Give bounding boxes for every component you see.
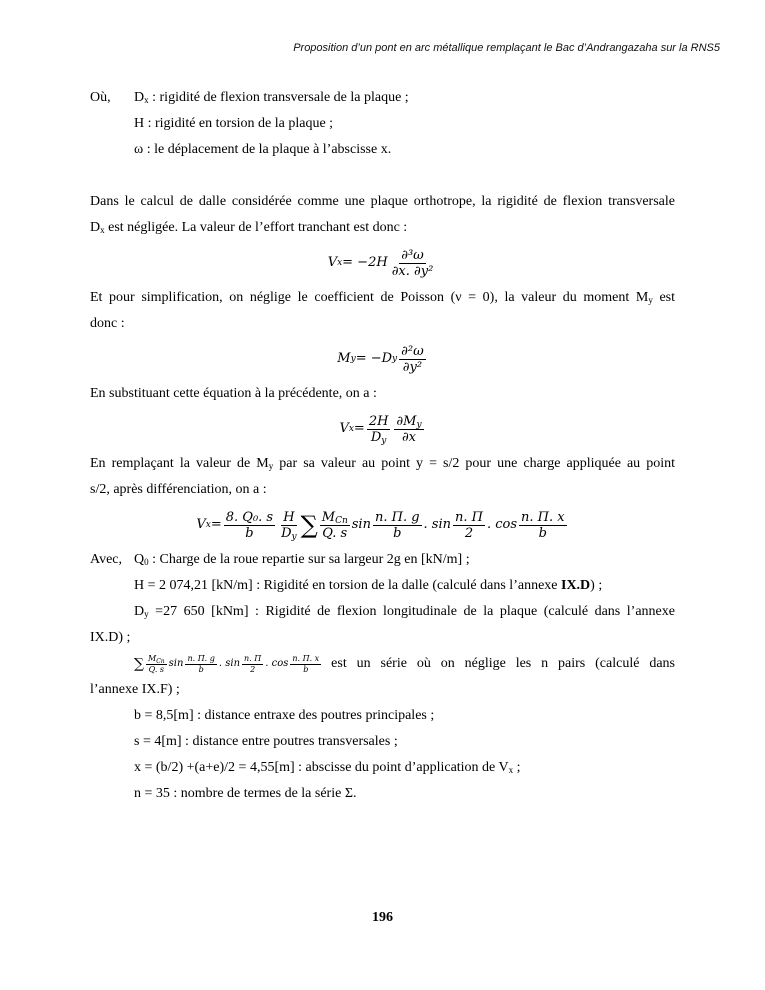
sub: x: [100, 225, 105, 235]
page-body: [90, 85, 675, 807]
text: =27 650 [kNm] : Rigidité de flexion longitudinale de la plaque (calculé dans l’annexe: [148, 604, 675, 619]
text: x = (b/2) +(a+e)/2 = 4,55[m] : abscisse du point d’application de V: [134, 760, 509, 775]
fraction: [394, 414, 423, 445]
eq-var: M: [337, 351, 351, 366]
numerator: [146, 654, 167, 665]
numerator: n. Π. x: [292, 653, 320, 663]
sub: x: [508, 765, 514, 775]
para3: En substituant cette équation à la précédente, on a :: [90, 386, 377, 401]
fraction: [399, 344, 426, 375]
fraction: [519, 510, 567, 541]
def-omega: ω : le déplacement de la plaque à l’abscisse x.: [134, 142, 392, 157]
para1-line1: Dans le calcul de dalle considérée comme une plaque orthotrope, la rigidité de flexion transversale: [90, 194, 675, 209]
text: D: [134, 604, 145, 619]
denominator: [369, 430, 389, 445]
fraction: [290, 654, 321, 675]
eq-text: =: [210, 517, 222, 532]
text: Et pour simplification, on néglige le coefficient de Poisson (ν = 0), la valeur du moment M: [90, 290, 649, 305]
eq-text: =: [353, 421, 365, 436]
sum-symbol: ∑: [300, 511, 318, 539]
dx-symbol: D: [134, 90, 145, 105]
avec-dy-cont: IX.D) ;: [90, 630, 131, 645]
numerator: ∂³ω: [401, 247, 424, 263]
fraction: [390, 248, 436, 279]
equation-vx-2: V x = $\frac{2H}{D_y}$ $\frac{\partial M_y}{\partial x}$: [339, 413, 422, 446]
denominator: ∂y²: [402, 359, 423, 375]
avec-series-cont: l’annexe IX.F) ;: [90, 682, 180, 697]
sub: y: [144, 609, 149, 619]
den-sub: y: [381, 435, 387, 446]
para4-line2: s/2, après différenciation, on a :: [90, 482, 267, 497]
num-sub: Cn: [335, 515, 348, 526]
cos-fn: . cos: [265, 658, 289, 669]
sub: y: [648, 295, 653, 305]
equation-vx-series: V x = $\frac{\text{8. Q₀. s}}{b}$ $\frac{H}{D_y}$ ∑ $\frac{M_{Cn}}{Q. s}$ sin $\frac{n. \Pi. g}{b}$ . sin $\frac{n. \Pi}{2}$ . cos $\frac{n. \Pi. x}{b}$: [196, 509, 565, 542]
text: est négligée. La valeur de l’effort tranchant est donc :: [104, 220, 408, 235]
numerator: [320, 510, 350, 526]
avec-series: [90, 651, 675, 677]
dx-sub: x: [144, 95, 149, 105]
num-sub: y: [416, 419, 422, 430]
sin-fn: sin: [351, 517, 371, 532]
sum-symbol: ∑: [134, 656, 144, 672]
equation-my: M y = −D y $\frac{\text{∂²ω}}{\text{∂y²}}$: [337, 343, 424, 375]
avec-q0: [90, 547, 675, 573]
eq-var: V: [339, 421, 349, 436]
text: est: [652, 290, 675, 305]
equation-vx-1: V x = −2H $\frac{\text{∂³ω}}{\text{∂x. ∂y²}}$: [327, 247, 434, 279]
den-var: D: [281, 525, 292, 541]
denominator: 2: [250, 664, 256, 674]
numerator: 8. Q₀. s: [225, 509, 274, 525]
denominator: b: [538, 525, 547, 541]
den-sub: y: [291, 531, 297, 542]
sub: y: [268, 461, 274, 471]
den-var: D: [370, 429, 382, 445]
avec-b: b = 8,5[m] : distance entraxe des poutres principales ;: [134, 708, 435, 723]
denominator: 2: [464, 525, 474, 541]
avec-dy: [90, 599, 675, 625]
denominator: b: [393, 525, 402, 541]
sin-fn: . sin: [423, 517, 451, 532]
sin-fn: sin: [168, 658, 184, 669]
fraction: [242, 654, 263, 675]
avec-n: n = 35 : nombre de termes de la série Σ.: [134, 786, 357, 801]
num-var: ∂M: [396, 413, 417, 429]
text: par sa valeur au point y = s/2 pour une charge appliquée au point: [273, 456, 675, 471]
avec-h: [90, 573, 675, 599]
denominator: Q. s: [322, 525, 348, 541]
para2-line2: donc :: [90, 316, 125, 331]
ou-label: Où,: [90, 90, 111, 105]
avec-x: [90, 755, 675, 781]
para4-line1: [90, 451, 675, 477]
para2-line1: [90, 285, 675, 311]
fraction: [453, 510, 485, 541]
text: Q: [134, 552, 145, 567]
cos-fn: . cos: [486, 517, 518, 532]
page-number: 196: [372, 910, 393, 925]
denominator: Q. s: [148, 664, 165, 674]
running-header: Proposition d’un pont en arc métallique remplaçant le Bac d’Andrangazaha sur la RNS5: [293, 42, 720, 54]
text: ) ;: [590, 578, 603, 593]
fraction: [367, 414, 391, 445]
numerator: n. Π. g: [187, 653, 215, 663]
avec-label: Avec,: [90, 552, 122, 567]
num-sub: Cn: [156, 657, 165, 665]
eq-var: V: [327, 255, 338, 270]
num-var: M: [148, 653, 157, 663]
denominator: b: [198, 664, 204, 674]
text: H = 2 074,21 [kN/m] : Rigidité en torsion de la dalle (calculé dans l’annexe: [134, 578, 561, 593]
numerator: ∂²ω: [401, 343, 424, 359]
fraction: [185, 654, 216, 675]
para1-line2: [90, 215, 675, 241]
annex-ref: IX.D: [561, 578, 591, 593]
fraction: [320, 510, 350, 541]
sin-fn: . sin: [218, 658, 241, 669]
numerator: n. Π: [244, 653, 262, 663]
fraction: [279, 510, 299, 541]
text: D: [90, 220, 101, 235]
text: ;: [513, 760, 521, 775]
numerator: n. Π. g: [374, 509, 420, 525]
sub: 0: [144, 557, 149, 567]
denominator: b: [245, 525, 254, 541]
series-inline-formula: [134, 651, 323, 677]
text: En remplaçant la valeur de M: [90, 456, 269, 471]
denominator: [279, 526, 299, 541]
eq-var: V: [196, 517, 206, 532]
numerator: 2H: [368, 413, 389, 429]
def-h: H : rigidité en torsion de la plaque ;: [134, 116, 334, 131]
eq-text: = −2H: [342, 255, 388, 270]
numerator: [394, 414, 423, 430]
denominator: ∂x. ∂y²: [391, 263, 434, 279]
eq-text: = −D: [355, 351, 393, 366]
denominator: b: [303, 664, 309, 674]
numerator: H: [283, 509, 295, 525]
series-text: est un série où on néglige les n pairs (calculé dans: [331, 656, 675, 671]
numerator: n. Π. x: [521, 509, 565, 525]
fraction: [146, 654, 167, 675]
fraction: [224, 510, 275, 541]
denominator: ∂x: [401, 429, 417, 445]
fraction: [373, 510, 422, 541]
text: : Charge de la roue repartie sur sa largeur 2g en [kN/m] ;: [148, 552, 470, 567]
num-var: M: [321, 509, 336, 525]
numerator: n. Π: [455, 509, 483, 525]
avec-s: s = 4[m] : distance entre poutres transversales ;: [134, 734, 398, 749]
def-dx: [90, 85, 675, 111]
dx-text: : rigidité de flexion transversale de la plaque ;: [148, 90, 409, 105]
